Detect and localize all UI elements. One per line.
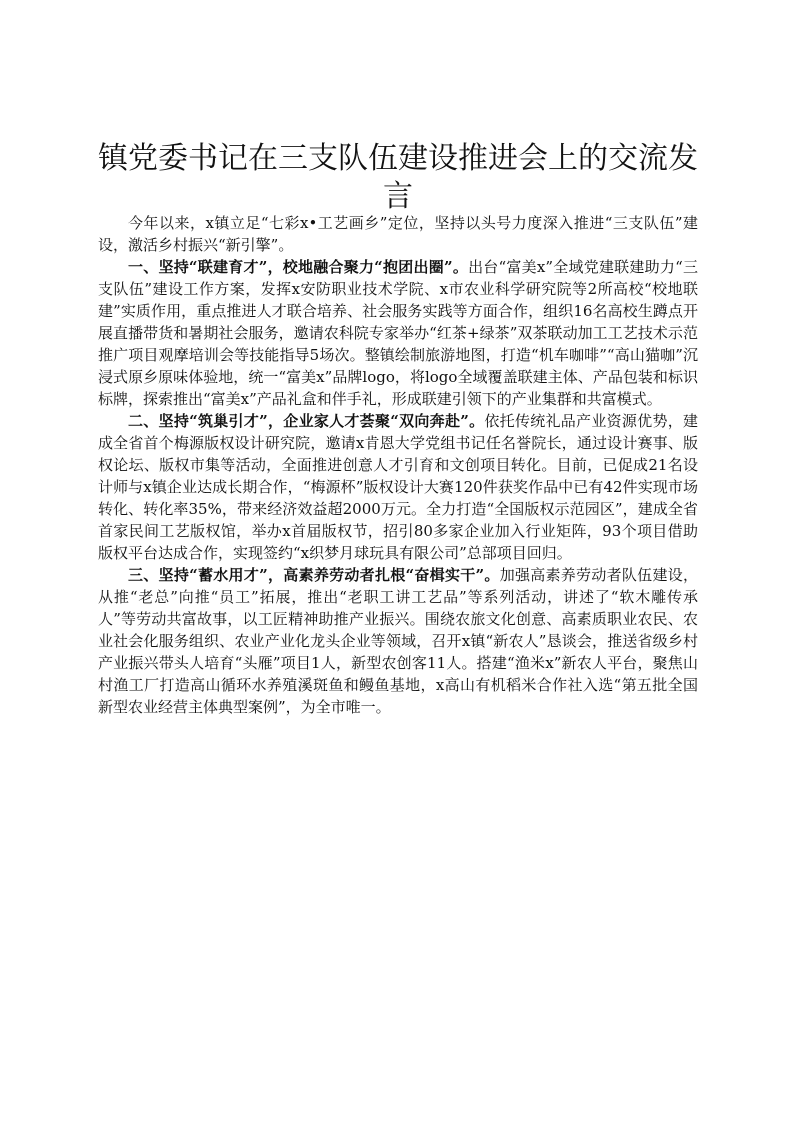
document-body [98, 212, 698, 718]
section-text-1: 出台“富美x”全域党建联建助力“三支队伍”建设工作方案，发挥x安防职业技术学院、x市农业科学研究院等2所高校“校地联建”实质作用，重点推进人才联合培养、社会服务实践等方面合作，组织16名高校生蹲点开展直播带货和暑期社会服务，邀请农科院专家举办“红茶+绿茶”双茶联动加工工艺技术示范推广项目观摩培训会等技能指导5场次。整镇绘制旅游地图，打造“机车咖啡”“高山猫咖”沉浸式原乡原味体验地，统一“富美x”品牌logo，将logo全域覆盖联建主体、产品包装和标识标牌，探索推出“富美x”产品礼盒和伴手礼，形成联建引领下的产业集群和共富模式。 [98, 258, 698, 408]
section-paragraph-1 [98, 256, 698, 410]
section-heading-3: 三、坚持“蓄水用才”，高素养劳动者扎根“奋楫实干”。 [128, 566, 500, 584]
page-title: 镇党委书记在三支队伍建设推进会上的交流发言 [98, 141, 698, 214]
intro-paragraph: 今年以来，x镇立足“七彩x•工艺画乡”定位，坚持以头号力度深入推进“三支队伍”建设，激活乡村振兴“新引擎”。 [98, 214, 698, 254]
section-text-2: 依托传统礼品产业资源优势，建成全省首个梅源版权设计研究院，邀请x肯恩大学党组书记任名誉院长，通过设计赛事、版权论坛、版权市集等活动，全面推进创意人才引育和文创项目转化。目前，已促成21名设计师与x镇企业达成长期合作，“梅源杯”版权设计大赛120件获奖作品中已有42件实现市场转化、转化率35%，带来经济效益超2000万元。全力打造“全国版权示范园区”，建成全省首家民间工艺版权馆，举办x首届版权节，招引80多家企业加入行业矩阵，93个项目借助版权平台达成合作，实现签约“x织梦月球玩具有限公司”总部项目回归。 [98, 412, 698, 562]
section-text-3: 加强高素养劳动者队伍建设，从推“老总”向推“员工”拓展，推出“老职工讲工艺品”等系列活动，讲述了“软木雕传承人”等劳动共富故事，以工匠精神助推产业振兴。围绕农旅文化创意、高素质职业农民、农业社会化服务组织、农业产业化龙头企业等领域，召开x镇“新农人”恳谈会，推送省级乡村产业振兴带头人培育“头雁”项目1人，新型农创客11人。搭建“渔米x”新农人平台，聚焦山村渔工厂打造高山循环水养殖溪斑鱼和鳗鱼基地，x高山有机稻米合作社入选“第五批全国新型农业经营主体典型案例”，为全市唯一。 [98, 566, 698, 716]
section-heading-2: 二、坚持“筑巢引才”，企业家人才荟聚“双向奔赴”。 [128, 412, 485, 430]
section-paragraph-3 [98, 564, 698, 718]
section-paragraph-2 [98, 410, 698, 564]
section-heading-1: 一、坚持“联建育才”，校地融合聚力“抱团出圈”。 [128, 258, 469, 276]
